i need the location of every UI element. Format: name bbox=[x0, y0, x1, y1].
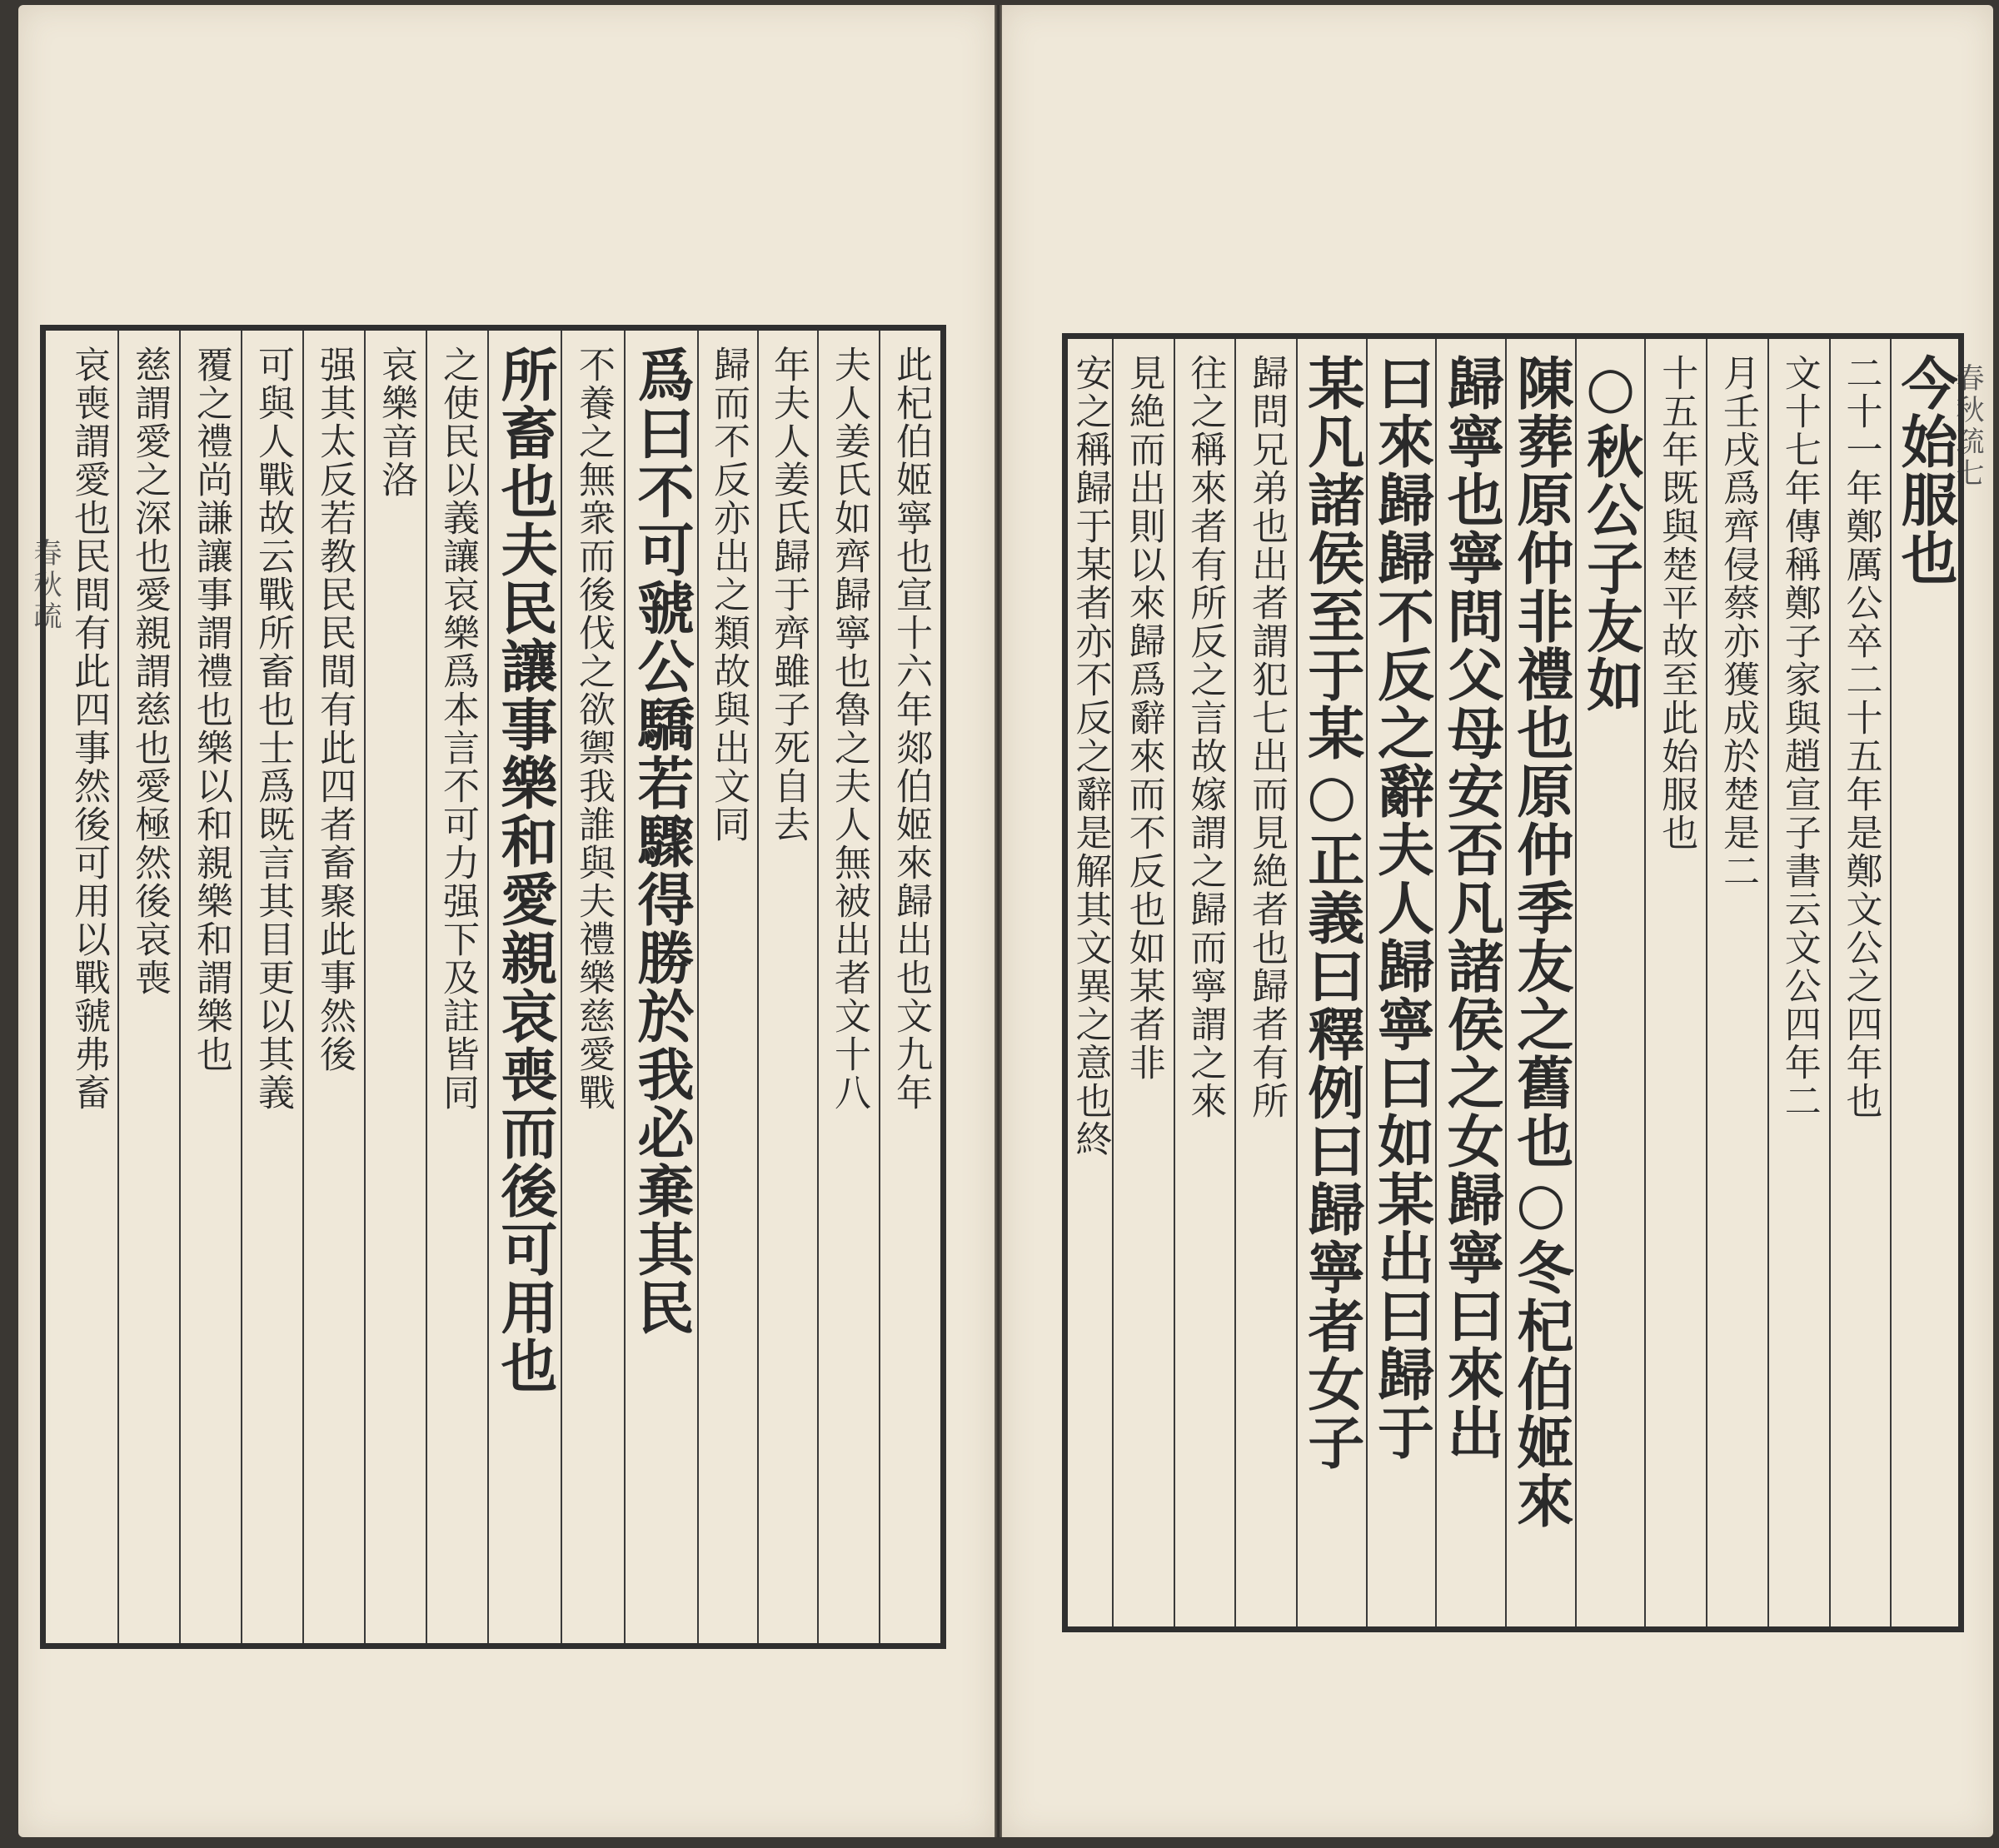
left-column-5: 爲曰不可虢公驕若驟得勝於我必棄其民 bbox=[624, 331, 697, 1643]
left-column-14: 哀喪謂愛也民間有此四事然後可用以戰虢弗畜 bbox=[67, 346, 110, 1112]
left-column-11: 可與人戰故云戰所畜也士爲既言其目更以其義 bbox=[241, 331, 302, 1643]
right-column-13: 見絶而出則以來歸爲辭來而不反也如某者非 bbox=[1112, 339, 1174, 1626]
right-column-11: 歸問兄弟也出者謂犯七出而見絶者也歸者有所 bbox=[1234, 339, 1296, 1626]
right-column-2: 二十一年鄭厲公卒二十五年是鄭文公之四年也 bbox=[1829, 339, 1891, 1626]
left-column-6: 不養之無衆而後伐之欲禦我誰與夫禮樂慈愛戰 bbox=[561, 331, 624, 1643]
left-column-10: 强其太反若教民民間有此四者畜聚此事然後 bbox=[302, 331, 364, 1643]
left-column-7: 所畜也夫民讓事樂和愛親哀喪而後可用也 bbox=[487, 331, 561, 1643]
right-column-9: 曰來歸歸不反之辭夫人歸寧曰如某出曰歸于 bbox=[1366, 339, 1436, 1626]
left-column-9: 哀樂音洛 bbox=[364, 331, 426, 1643]
right-text-frame bbox=[1062, 333, 1964, 1632]
left-text-frame bbox=[40, 325, 946, 1649]
left-column-3: 年夫人姜氏歸于齊雖子死自去 bbox=[757, 331, 817, 1643]
right-column-1: 今始服也 bbox=[1890, 339, 1958, 1626]
right-column-5: 十五年既與楚平故至此始服也 bbox=[1644, 339, 1706, 1626]
right-margin-title: 春秋疏七 bbox=[1951, 363, 1984, 490]
right-column-3: 文十七年傳稱鄭子家與趙宣子書云文公四年二 bbox=[1767, 339, 1829, 1626]
right-column-6: ○秋公子友如 bbox=[1575, 339, 1645, 1626]
left-column-4: 歸而不反亦出之類故與出文同 bbox=[697, 331, 757, 1643]
left-column-1: 此杞伯姬寧也宣十六年郯伯姬來歸出也文九年 bbox=[879, 331, 940, 1643]
right-column-12: 往之稱來者有所反之言故嫁謂之歸而寧謂之來 bbox=[1174, 339, 1235, 1626]
book-gutter bbox=[995, 5, 1002, 1837]
right-column-14: 安之稱歸于某者亦不反之辭是解其文異之意也終 bbox=[1069, 354, 1112, 1158]
right-column-7: 陳葬原仲非禮也原仲季友之舊也○冬杞伯姬來 bbox=[1505, 339, 1575, 1626]
left-column-8: 之使民以義讓哀樂爲本言不可力强下及註皆同 bbox=[426, 331, 487, 1643]
left-column-12: 覆之禮尚謙讓事謂禮也樂以和親樂和謂樂也 bbox=[179, 331, 241, 1643]
left-column-13: 慈謂愛之深也愛親謂慈也愛極然後哀喪 bbox=[117, 331, 179, 1643]
left-margin-title: 春秋疏 bbox=[28, 538, 62, 633]
left-column-2: 夫人姜氏如齊歸寧也魯之夫人無被出者文十八 bbox=[817, 331, 879, 1643]
right-column-4: 月壬戌爲齊侵蔡亦獲成於楚是二 bbox=[1706, 339, 1767, 1626]
right-column-10: 某凡諸侯至于某○正義曰釋例曰歸寧者女子 bbox=[1296, 339, 1366, 1626]
right-column-8: 歸寧也寧問父母安否凡諸侯之女歸寧曰來出 bbox=[1435, 339, 1505, 1626]
